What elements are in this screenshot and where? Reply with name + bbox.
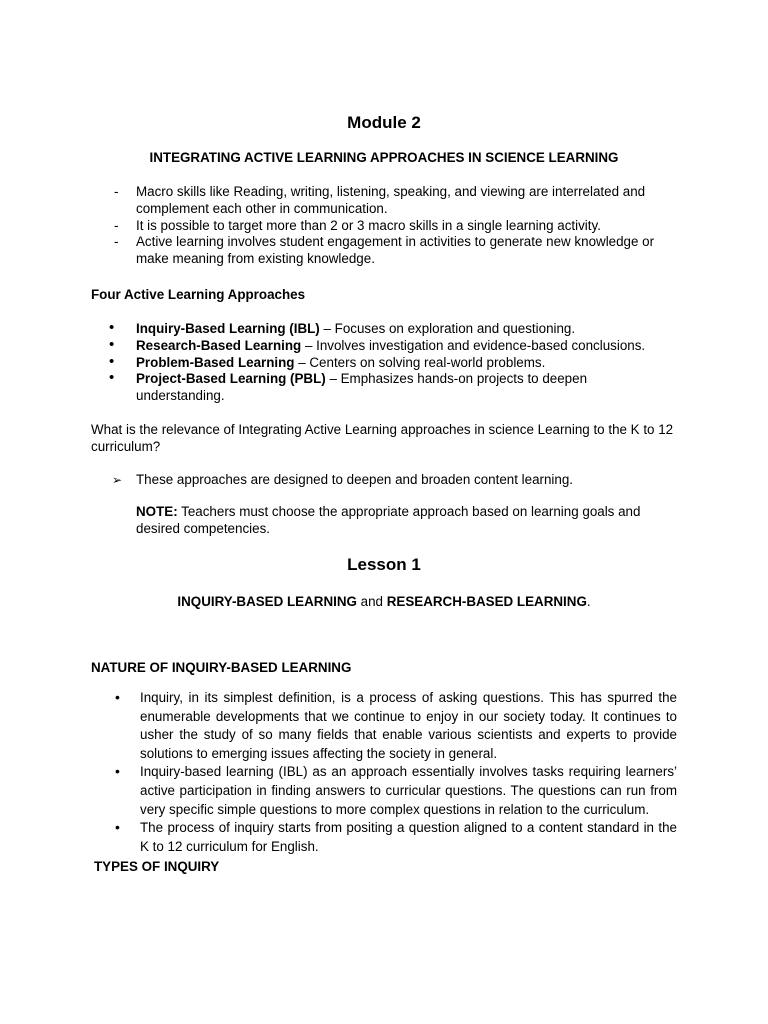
bullet-marker: •: [109, 319, 115, 336]
intro-item: [114, 217, 676, 235]
intro-list: [114, 184, 676, 268]
lesson-title: Lesson 1: [347, 555, 421, 574]
approach-item: [109, 335, 676, 355]
nature-item-text: Inquiry, in its simplest definition, is a process of asking questions. This has spurred the enumerable developments that we continue to enjoy in our society today. It continues to usher the study of so many fields that enable various scientists and experts to provide solutions to emerging issues affecting the society in general.: [140, 690, 677, 761]
lesson-subtitle-end: .: [586, 594, 591, 609]
intro-item-text: Macro skills like Reading, writing, listening, speaking, and viewing are interrelated and complement each other in communication.: [136, 184, 646, 216]
approach-item: [109, 352, 676, 372]
module-title: Module 2: [347, 113, 421, 132]
answer-item: [112, 472, 676, 489]
bullet-marker: •: [115, 763, 120, 780]
intro-item-text: It is possible to target more than 2 or 3 macro skills in a single learning activity.: [136, 217, 601, 233]
approach-desc: – Emphasizes hands-on projects to deepen understanding.: [136, 371, 588, 404]
bullet-marker: •: [109, 335, 115, 353]
note-text: Teachers must choose the appropriate approach based on learning goals and desired competencies.: [136, 504, 641, 536]
dash-marker: -: [114, 217, 119, 233]
relevance-question: What is the relevance of Integrating Active Learning approaches in science Learning to the K to 12 curriculum?: [91, 422, 674, 454]
types-heading: TYPES OF INQUIRY: [94, 859, 220, 874]
approach-desc: – Centers on solving real-world problems.: [294, 354, 546, 370]
approaches-list: [109, 319, 676, 405]
approaches-heading: Four Active Learning Approaches: [91, 287, 306, 302]
note-label: NOTE:: [136, 504, 178, 519]
bullet-marker: •: [115, 819, 120, 836]
approach-term: Research-Based Learning: [136, 337, 302, 353]
intro-item: [114, 184, 676, 218]
note-block: [136, 504, 676, 538]
approach-item: [109, 319, 676, 338]
module-subtitle: INTEGRATING ACTIVE LEARNING APPROACHES IN SCIENCE LEARNING: [149, 150, 619, 165]
nature-item: [115, 763, 677, 819]
bullet-marker: •: [109, 352, 115, 370]
approach-term: Inquiry-Based Learning (IBL): [136, 321, 320, 336]
intro-item-text: Active learning involves student engagement in activities to generate new knowledge or make meaning from existing knowledge.: [136, 234, 655, 267]
dash-marker: -: [114, 234, 119, 250]
lesson-subtitle-part1: INQUIRY-BASED LEARNING: [177, 594, 357, 609]
lesson-subtitle: [0, 594, 768, 611]
approach-desc: – Focuses on exploration and questioning.: [319, 321, 576, 336]
intro-item: [114, 234, 676, 268]
nature-item-text: The process of inquiry starts from positing a question aligned to a content standard in the K to 12 curriculum for English.: [140, 820, 677, 854]
arrow-marker: ➢: [112, 473, 123, 487]
approach-term: Project-Based Learning (PBL): [136, 371, 326, 387]
answer-text: These approaches are designed to deepen and broaden content learning.: [136, 472, 574, 487]
nature-list: [115, 689, 677, 856]
nature-item-text: Inquiry-based learning (IBL) as an approach essentially involves tasks requiring learners’ active participation in finding answers to curricular questions. The questions can run from very specific simple questions to more complex questions in relation to the curriculum.: [140, 764, 677, 817]
nature-heading: NATURE OF INQUIRY-BASED LEARNING: [91, 660, 352, 675]
approach-item: [109, 369, 676, 405]
bullet-marker: •: [109, 369, 115, 387]
nature-item: [115, 819, 677, 856]
nature-item: [115, 689, 677, 763]
lesson-subtitle-part2: RESEARCH-BASED LEARNING: [386, 594, 587, 609]
bullet-marker: •: [115, 689, 120, 705]
dash-marker: -: [114, 184, 119, 199]
approach-term: Problem-Based Learning: [136, 354, 295, 370]
lesson-subtitle-conj: and: [356, 594, 387, 609]
approach-desc: – Involves investigation and evidence-based conclusions.: [301, 337, 646, 353]
